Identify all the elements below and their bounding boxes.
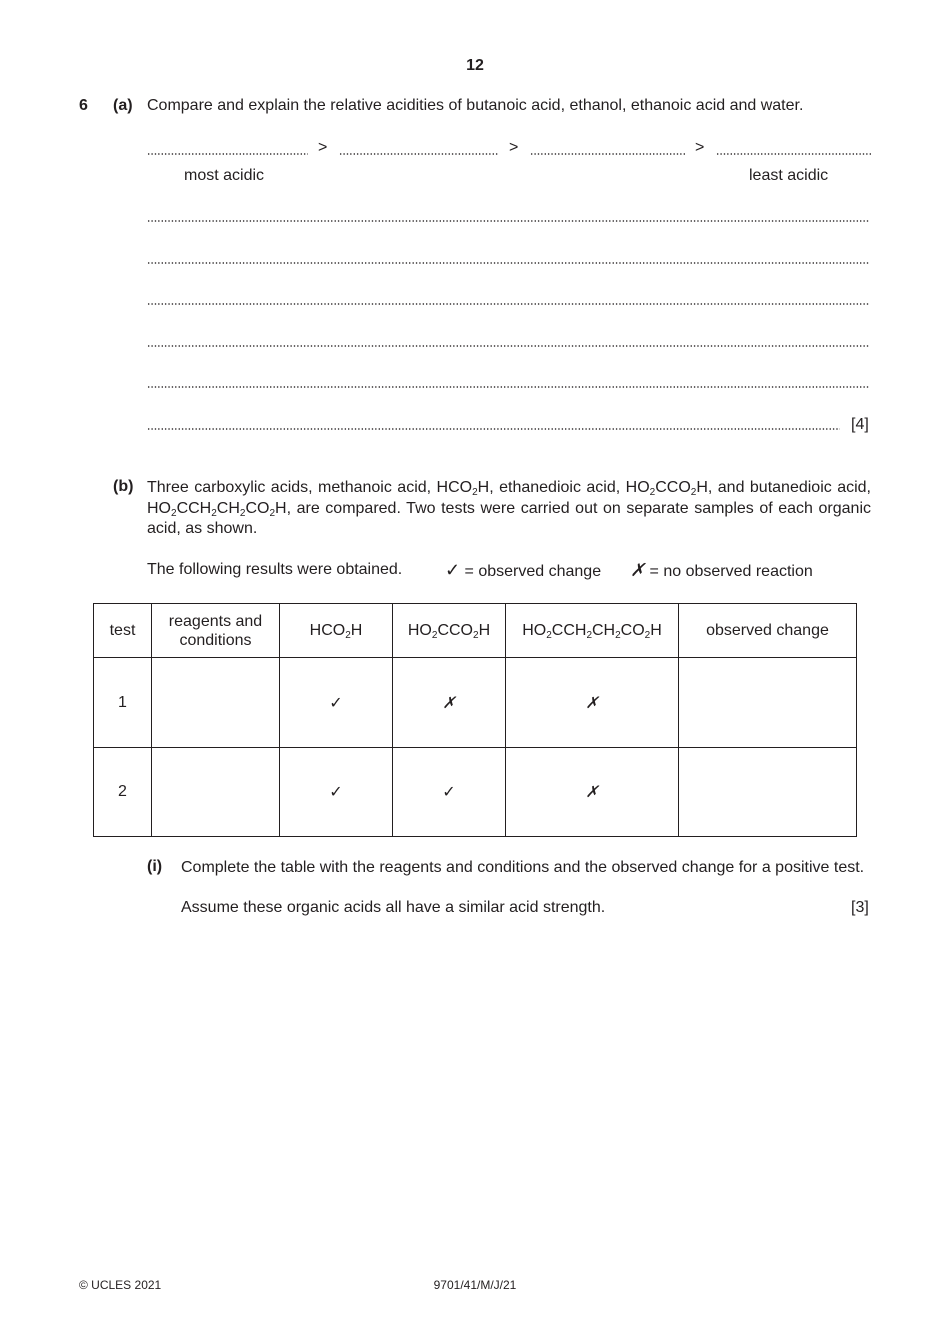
tick-icon: ✓ [280,748,393,837]
footer-copyright: © UCLES 2021 [79,1278,162,1292]
formula-ethanedioic: $HO_2CCO_2H$ [625,479,708,498]
answer-blank-1[interactable] [147,153,308,155]
cross-icon: ✗ [506,658,679,748]
formula-butanedioic: $HO_2CCH_2CH_2CO_2H$ [147,499,287,519]
results-table [93,603,857,837]
answer-line[interactable] [147,386,870,388]
part-i-text-2: Assume these organic acids all have a similar acid strength. [181,899,606,916]
cell-observed[interactable] [679,658,857,748]
part-a-marks: [4] [851,416,869,433]
least-acidic-label: least acidic [749,167,829,184]
cross-icon: ✗ [630,560,646,580]
tick-legend: ✓ = observed change [445,560,602,580]
part-i-marks: [3] [851,899,869,916]
cross-icon: ✗ [506,748,679,837]
part-a-text: Compare and explain the relative acidities of butanoic acid, ethanol, ethanoic acid and water. [147,97,804,114]
most-acidic-label: most acidic [184,167,265,184]
greater-than-1: > [318,139,328,156]
answer-blank-3[interactable] [530,153,685,155]
part-b-intro: Three carboxylic acids, methanoic acid, $HCO_2H$, ethanedioic acid, $HO_2CCO_2H$, and butanedioic acid, $HO_2CCH_2CH_2CO_2H$, are compared. Two tests were carried out on separate samples of each organic acid, as shown. [147,479,871,537]
part-i-label: (i) [147,858,163,875]
table-header-row [94,604,857,658]
cell-test: 1 [94,658,152,748]
question-number: 6 [79,97,88,114]
table-row [94,658,857,748]
cell-reagents[interactable] [152,658,280,748]
header-test: test [94,604,152,658]
table-row [94,748,857,837]
tick-icon: ✓ [280,658,393,748]
formula-methanoic: $HCO_2H$ [436,479,490,498]
cell-test: 2 [94,748,152,837]
greater-than-3: > [695,139,705,156]
cell-reagents[interactable] [152,748,280,837]
cross-legend: ✗ = no observed reaction [630,560,813,580]
answer-line[interactable] [147,262,870,264]
answer-line[interactable] [147,428,840,430]
greater-than-2: > [509,139,519,156]
header-reagents: reagents and conditions [152,604,280,658]
tick-icon: ✓ [445,560,461,580]
answer-blank-2[interactable] [339,153,499,155]
header-ho2cco2h: $HO_2CCO_2H$ [393,604,506,658]
footer-code: 9701/41/M/J/21 [433,1278,517,1292]
answer-line[interactable] [147,220,870,222]
cross-icon: ✗ [393,658,506,748]
answer-line[interactable] [147,303,870,305]
part-b-label: (b) [113,478,134,495]
answer-blank-4[interactable] [716,153,871,155]
part-i-text-1: Complete the table with the reagents and conditions and the observed change for a positive test. [181,859,865,876]
header-observed-change: observed change [679,604,857,658]
cell-observed[interactable] [679,748,857,837]
part-a-label: (a) [113,97,133,114]
answer-line[interactable] [147,345,870,347]
tick-icon: ✓ [393,748,506,837]
header-hco2h: $HCO_2H$ [280,604,393,658]
header-butanedioic: $HO_2CCH_2CH_2CO_2H$ [506,604,679,658]
page-number: 12 [466,57,484,74]
results-intro: The following results were obtained. [147,561,403,578]
